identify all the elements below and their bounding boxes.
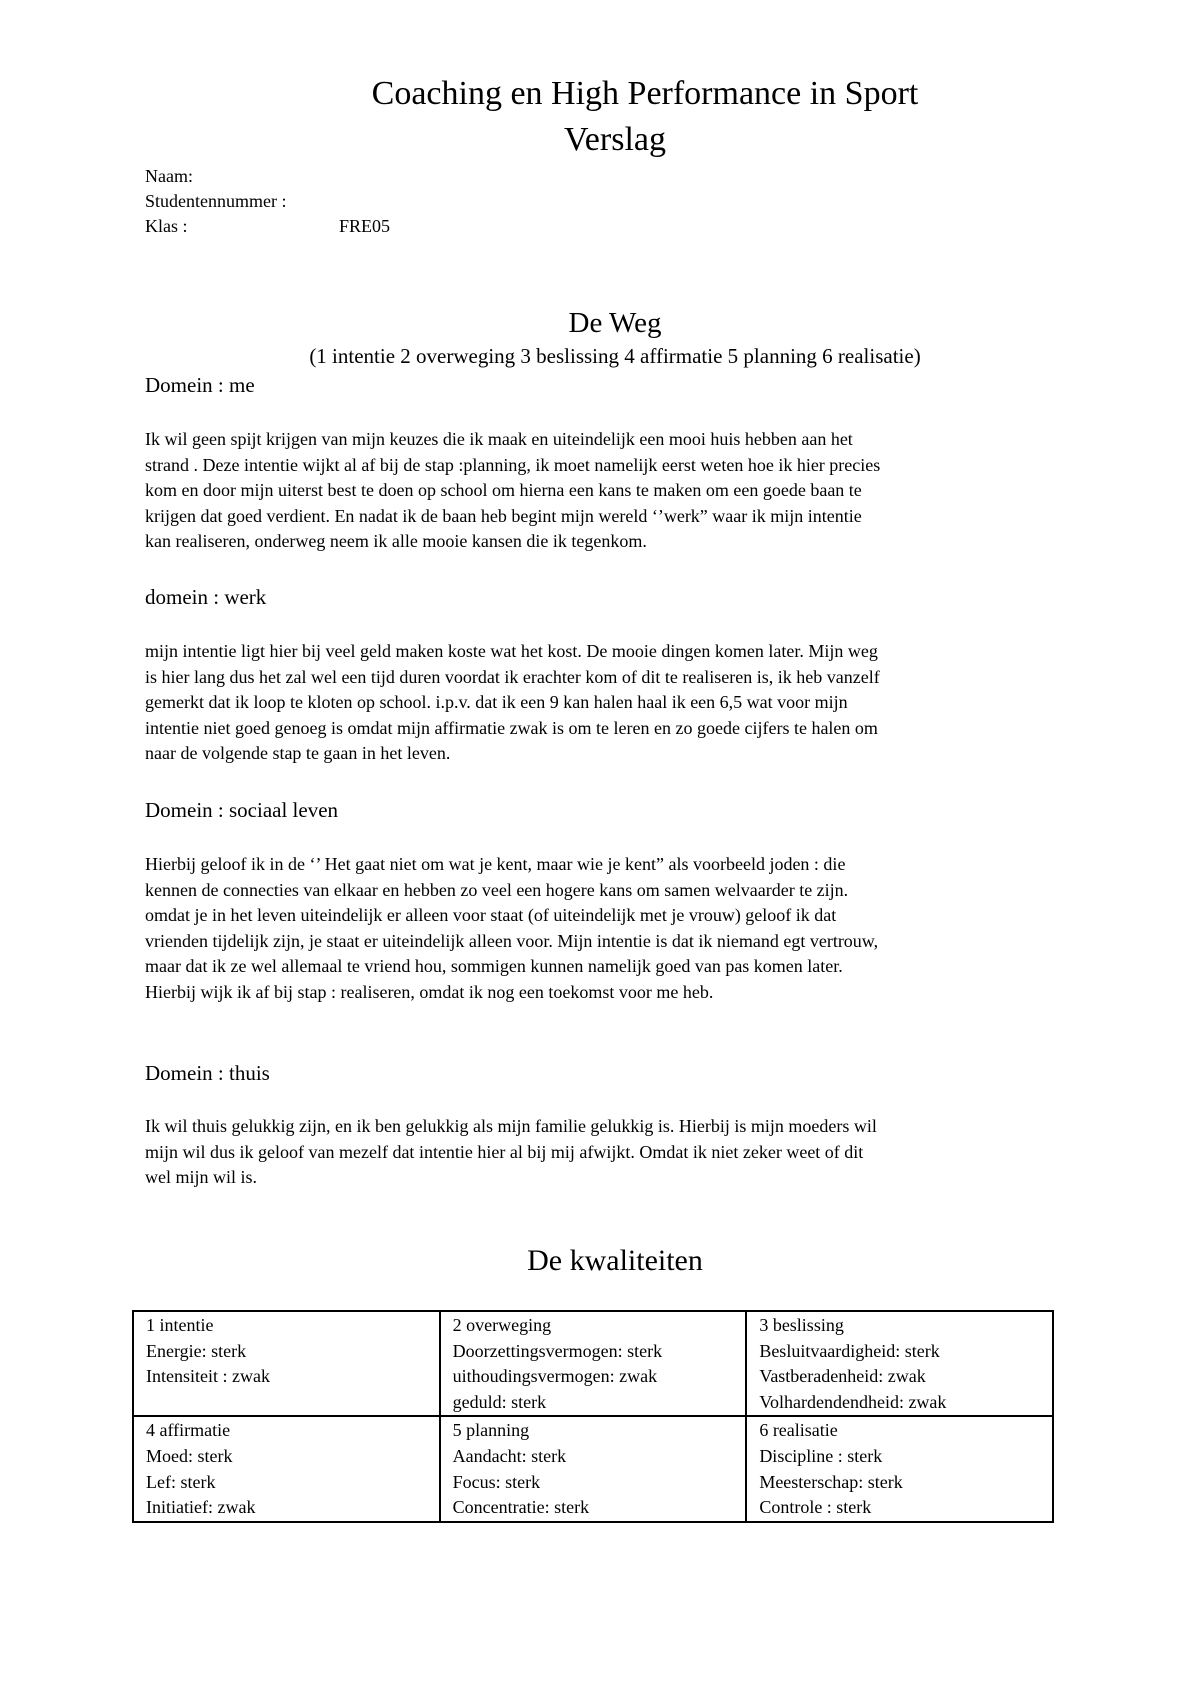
paragraph-line: kennen de connecties van elkaar en hebben zo veel een hogere kans om samen welvaarder te zijn. (145, 879, 849, 900)
paragraph-line: naar de volgende stap te gaan in het leven. (145, 743, 451, 764)
cell-line: Meesterschap: sterk (759, 1471, 903, 1492)
cell-line: Vastberadenheid: zwak (759, 1366, 926, 1387)
domain-heading-werk: domein : werk (145, 585, 267, 609)
student-info (145, 164, 390, 239)
paragraph-line: gemerkt dat ik loop te kloten op school. i.p.v. dat ik een 9 kan halen haal ik een 6,5 wat voor mijn (145, 692, 848, 713)
paragraph-line: wel mijn wil is. (145, 1167, 257, 1188)
paragraph-line: Hierbij geloof ik in de ‘’ Het gaat niet om wat je kent, maar wie je kent” als voorbeeld joden : die (145, 854, 846, 874)
cell-line: Discipline : sterk (759, 1445, 883, 1466)
paragraph-line: mijn wil dus ik geloof van mezelf dat intentie hier al bij mij afwijkt. Omdat ik niet zeker weet of dit (145, 1141, 864, 1162)
table-row (133, 1416, 1053, 1521)
cell-line: geduld: sterk (452, 1391, 547, 1412)
table-cell-realisatie (746, 1416, 1053, 1521)
cell-line: Doorzettingsvermogen: sterk (452, 1340, 663, 1361)
cell-heading: 1 intentie (146, 1315, 214, 1335)
table-cell-affirmatie (133, 1416, 440, 1521)
meta-label: Klas : (145, 216, 188, 236)
domain-heading-thuis: Domein : thuis (145, 1061, 270, 1085)
table-row (133, 1311, 1053, 1416)
table-cell-planning (440, 1416, 747, 1521)
cell-heading: 2 overweging (452, 1315, 552, 1335)
cell-line: Besluitvaardigheid: sterk (759, 1340, 940, 1361)
meta-row-naam (145, 164, 390, 189)
paragraph-line: kan realiseren, onderweg neem ik alle mooie kansen die ik tegenkom. (145, 531, 647, 552)
meta-row-klas (145, 214, 390, 239)
cell-line: Aandacht: sterk (452, 1445, 567, 1466)
cell-line: Volhardendendheid: zwak (759, 1391, 947, 1412)
paragraph-line: omdat je in het leven uiteindelijk er alleen voor staat (of uiteindelijk met je vrouw) geloof ik dat (145, 905, 837, 926)
paragraph-line: mijn intentie ligt hier bij veel geld maken koste wat het kost. De mooie dingen komen later. Mijn weg (145, 641, 878, 661)
cell-line: Controle : sterk (759, 1497, 872, 1518)
table-cell-overweging (440, 1311, 747, 1416)
document-subtitle: Verslag (564, 121, 666, 158)
qualities-table (132, 1310, 1054, 1523)
section-heading-kwaliteiten: De kwaliteiten (527, 1244, 703, 1277)
domain-heading-sociaal-leven: Domein : sociaal leven (145, 798, 339, 822)
cell-line: uithoudingsvermogen: zwak (452, 1366, 658, 1387)
paragraph-sociaal-leven (145, 852, 1065, 1006)
cell-heading: 6 realisatie (759, 1420, 838, 1441)
cell-heading: 5 planning (452, 1420, 530, 1441)
paragraph-line: maar dat ik ze wel allemaal te vriend hou, sommigen kunnen namelijk goed van pas komen later. (145, 956, 843, 977)
steps-line: (1 intentie 2 overweging 3 beslissing 4 affirmatie 5 planning 6 realisatie) (309, 344, 921, 368)
meta-row-studentennummer (145, 189, 390, 214)
table-cell-intentie (133, 1311, 440, 1416)
cell-line: Initiatief: zwak (146, 1497, 256, 1518)
document-title: Coaching en High Performance in Sport (371, 75, 919, 112)
paragraph-line: vrienden tijdelijk zijn, je staat er uiteindelijk alleen voor. Mijn intentie is dat ik niemand egt vertrouw, (145, 930, 879, 951)
meta-label: Naam: (145, 166, 193, 186)
cell-line: Focus: sterk (452, 1471, 541, 1492)
paragraph-line: Ik wil thuis gelukkig zijn, en ik ben gelukkig als mijn familie gelukkig is. Hierbij is mijn moeders wil (145, 1116, 877, 1136)
table-cell-beslissing (746, 1311, 1053, 1416)
paragraph-line: is hier lang dus het zal wel een tijd duren voordat ik erachter kom of dit te realiseren is, ik heb vanzelf (145, 666, 880, 687)
cell-line: Intensiteit : zwak (146, 1366, 270, 1387)
cell-line: Concentratie: sterk (452, 1497, 590, 1518)
meta-label: Studentennummer : (145, 191, 287, 211)
paragraph-line: strand . Deze intentie wijkt al af bij de stap :planning, ik moet namelijk eerst weten hoe ik hier precies (145, 454, 881, 475)
domain-heading-me: Domein : me (145, 373, 255, 397)
paragraph-thuis (145, 1114, 1065, 1191)
cell-heading: 3 beslissing (759, 1315, 844, 1335)
paragraph-line: krijgen dat goed verdient. En nadat ik de baan heb begint mijn wereld ‘’werk” waar ik mijn intentie (145, 505, 862, 526)
meta-value: FRE05 (339, 216, 391, 236)
paragraph-line: intentie niet goed genoeg is omdat mijn affirmatie zwak is om te leren en zo goede cijfers te halen om (145, 717, 878, 738)
paragraph-werk (145, 639, 1065, 767)
cell-line: Energie: sterk (146, 1340, 247, 1361)
paragraph-line: kom en door mijn uiterst best te doen op school om hierna een kans te maken om een goede baan te (145, 480, 862, 501)
paragraph-line: Ik wil geen spijt krijgen van mijn keuzes die ik maak en uiteindelijk een mooi huis hebben aan het (145, 429, 853, 449)
cell-line: Lef: sterk (146, 1471, 216, 1492)
cell-heading: 4 affirmatie (146, 1420, 231, 1441)
section-heading-weg: De Weg (568, 307, 662, 339)
paragraph-me (145, 427, 1065, 555)
cell-line: Moed: sterk (146, 1445, 233, 1466)
paragraph-line: Hierbij wijk ik af bij stap : realiseren, omdat ik nog een toekomst voor me heb. (145, 981, 714, 1002)
